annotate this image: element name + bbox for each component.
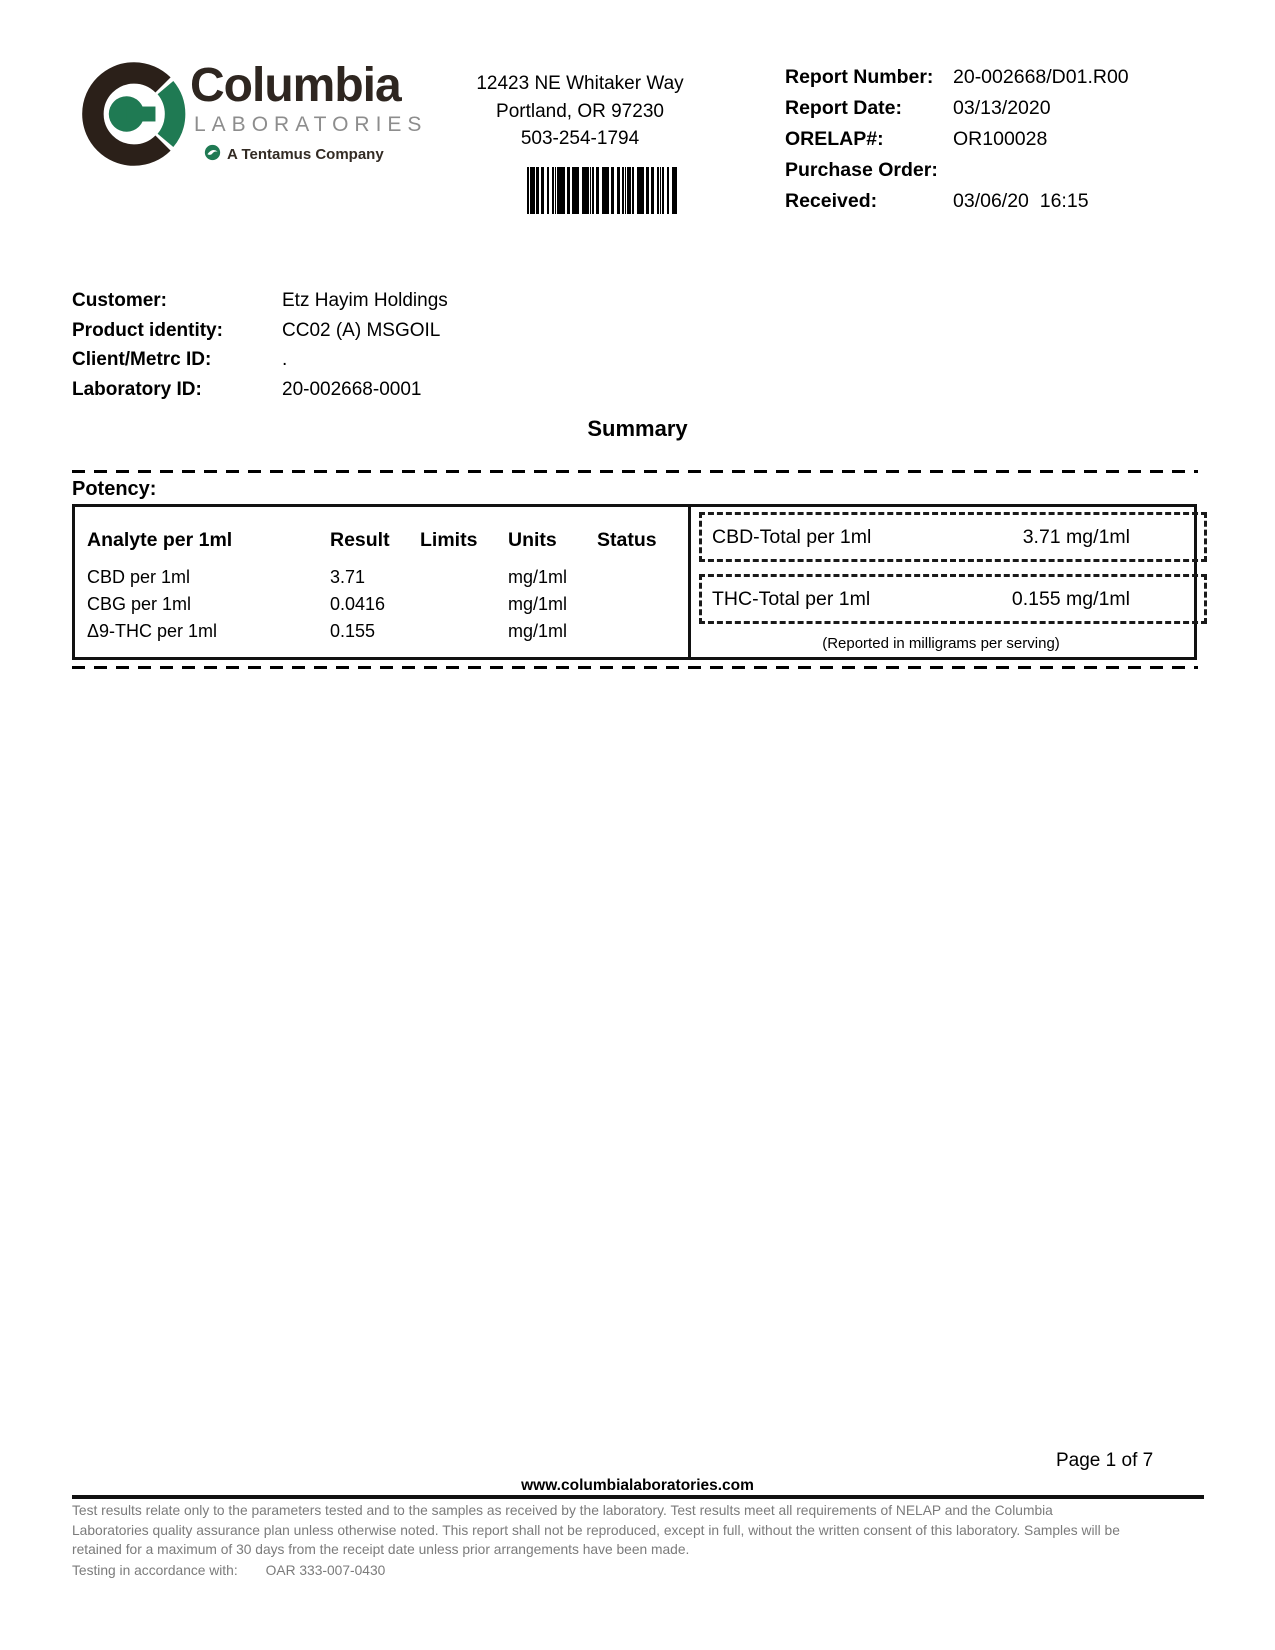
- meta-row-report-date: [785, 97, 1129, 128]
- meta-label: Report Date:: [785, 97, 903, 119]
- meta-row-orelap: [785, 128, 1129, 159]
- meta-value: 03/13/2020: [953, 97, 1051, 119]
- page-number: Page 1 of 7: [1056, 1450, 1154, 1471]
- sample-value: Etz Hayim Holdings: [282, 290, 448, 311]
- column-header-units: Units: [508, 529, 557, 551]
- address-line1: 12423 NE Whitaker Way: [476, 73, 684, 94]
- sample-label: Laboratory ID:: [72, 378, 202, 400]
- sample-label: Customer:: [72, 290, 168, 311]
- logo-subtitle: LABORATORIES: [194, 113, 428, 136]
- sample-row-laboratory-id: [72, 379, 448, 409]
- logo-tagline: [204, 144, 427, 165]
- lab-address: [455, 70, 705, 153]
- sample-value: .: [282, 349, 288, 370]
- column-header-analyte: Analyte per 1ml: [87, 529, 233, 551]
- cbd-total-box: [699, 512, 1207, 562]
- columbia-logo-text: [190, 59, 428, 165]
- column-header-result: Result: [330, 529, 390, 551]
- footer-rule: [72, 1495, 1204, 1499]
- table-cell-result: 3.71: [330, 567, 366, 587]
- table-cell-analyte: Δ9-THC per 1ml: [87, 621, 218, 641]
- dashed-divider-bottom: [72, 666, 1198, 669]
- sample-label: Client/Metrc ID:: [72, 349, 212, 370]
- cbd-total-label: CBD-Total per 1ml: [712, 525, 872, 548]
- footer-disclaimer: Test results relate only to the parameters tested and to the samples as received by the laboratory. Test results meet all requirements of NELAP and the Columbia Laboratories quality assurance plan unless otherwise noted. This report shall not be reproduced, except in full, without the written consent of this laboratory. Samples will be retained for a maximum of 30 days from the receipt date unless prior arrangements have been made.: [72, 1503, 1120, 1557]
- sample-row-customer: [72, 290, 448, 320]
- column-header-status: Status: [597, 529, 657, 551]
- meta-label: Purchase Order:: [785, 159, 938, 181]
- table-cell-result: 0.0416: [330, 594, 386, 614]
- website-link[interactable]: www.columbialaboratories.com: [521, 1477, 754, 1494]
- meta-row-report-number: [785, 66, 1129, 97]
- meta-value: OR100028: [953, 128, 1048, 150]
- thc-total-box: [699, 574, 1207, 624]
- testing-value: OAR 333-007-0430: [265, 1563, 386, 1578]
- address-line2: Portland, OR 97230: [496, 100, 664, 122]
- totals-note: (Reported in milligrams per serving): [822, 635, 1060, 652]
- table-cell-units: mg/1ml: [508, 594, 568, 614]
- dashed-divider-top: [72, 470, 1198, 473]
- column-header-limits: Limits: [420, 529, 478, 551]
- table-cell-units: mg/1ml: [508, 567, 568, 587]
- table-cell-analyte: CBG per 1ml: [87, 594, 192, 614]
- thc-total-label: THC-Total per 1ml: [712, 587, 871, 610]
- potency-section-label: Potency:: [72, 478, 157, 500]
- cbd-total-value: 3.71 mg/1ml: [1022, 525, 1130, 548]
- sample-row-client-metrc-id: [72, 349, 448, 379]
- barcode: [527, 167, 677, 214]
- sample-value: CC02 (A) MSGOIL: [282, 319, 441, 341]
- sample-row-product-identity: [72, 320, 448, 350]
- thc-total-value: 0.155 mg/1ml: [1011, 587, 1130, 610]
- meta-row-received: [785, 190, 1129, 221]
- tentamus-icon: [204, 144, 221, 165]
- table-cell-result: 0.155: [330, 621, 376, 641]
- sample-value: 20-002668-0001: [282, 378, 422, 400]
- table-cell-analyte: CBD per 1ml: [87, 567, 191, 587]
- meta-row-purchase-order: [785, 159, 1129, 190]
- meta-value: 03/06/20 16:15: [953, 190, 1089, 212]
- meta-label: ORELAP#:: [785, 128, 884, 150]
- meta-value: 20-002668/D01.R00: [953, 66, 1129, 88]
- testing-label: Testing in accordance with:: [72, 1563, 238, 1578]
- summary-title: Summary: [587, 416, 688, 441]
- sample-info: [72, 290, 448, 408]
- address-line3: 503-254-1794: [520, 128, 640, 149]
- sample-label: Product identity:: [72, 319, 223, 341]
- report-metadata: [785, 66, 1129, 221]
- potency-summary-box: [72, 504, 1197, 660]
- table-cell-units: mg/1ml: [508, 621, 568, 641]
- meta-label: Received:: [785, 190, 878, 212]
- logo-wordmark: Columbia: [190, 59, 401, 112]
- meta-label: Report Number:: [785, 66, 934, 88]
- testing-accordance-line: [72, 1563, 385, 1578]
- columbia-logo-icon: [78, 58, 190, 175]
- tagline-text: A Tentamus Company: [227, 146, 384, 163]
